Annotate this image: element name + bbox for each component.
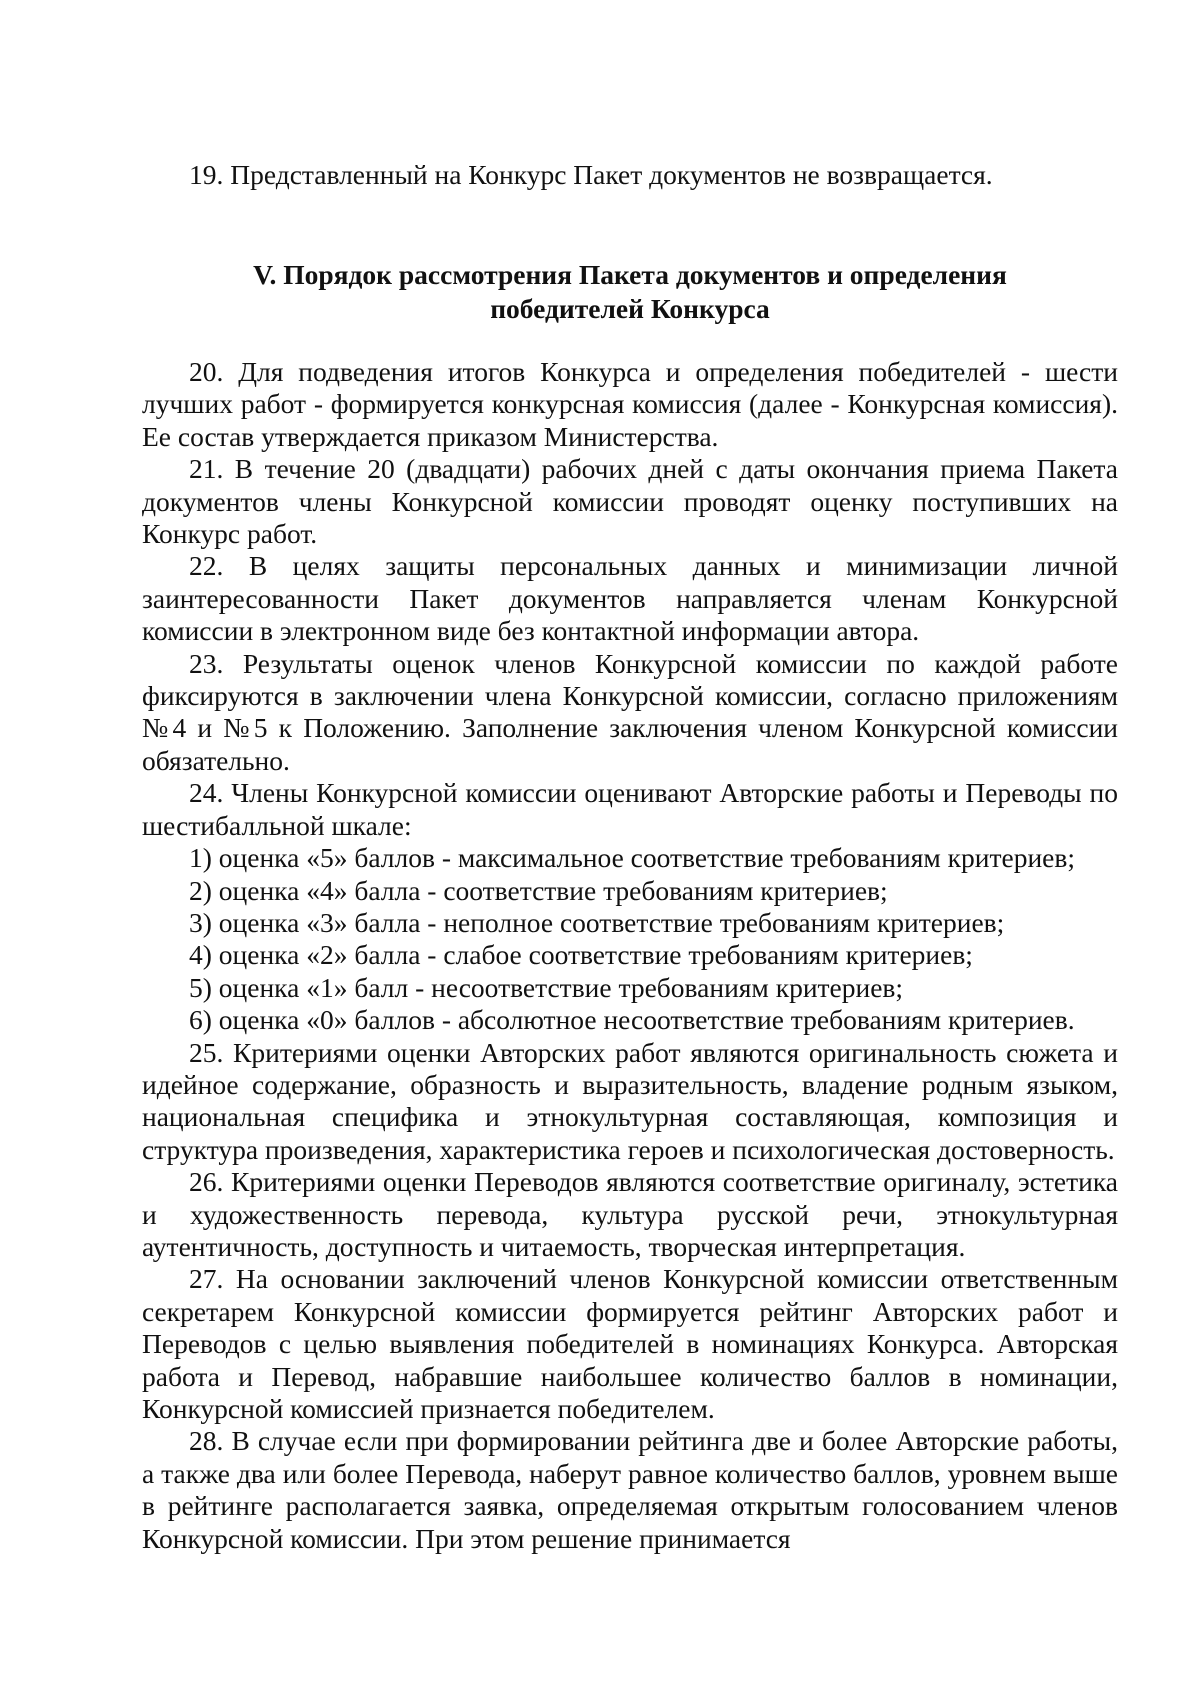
section-body xyxy=(142,356,1118,1555)
paragraph-23: 23. Результаты оценок членов Конкурсной комиссии по каждой работе фиксируются в заключении члена Конкурсной комиссии, согласно приложениям №4 и №5 к Положению. Заполнение заключения членом Конкурсной комиссии обязательно. xyxy=(142,647,1118,776)
paragraph-20: 20. Для подведения итогов Конкурса и определения победителей - шести лучших работ - формируется конкурсная комиссия (далее - Конкурсная комиссия). Ее состав утверждается приказом Министерства. xyxy=(142,356,1118,452)
scale-item-1: 1) оценка «5» баллов - максимальное соответствие требованиям критериев; xyxy=(189,842,1076,874)
section-heading xyxy=(142,258,1118,326)
paragraph-24: 24. Члены Конкурсной комиссии оценивают Авторские работы и Переводы по шестибалльной шкале: xyxy=(142,777,1118,841)
section-heading-line1: V. Порядок рассмотрения Пакета документов и определения xyxy=(253,259,1007,290)
paragraph-21: 21. В течение 20 (двадцати) рабочих дней с даты окончания приема Пакета документов члены Конкурсной комиссии проводят оценку поступивших на Конкурс работ. xyxy=(142,453,1118,550)
paragraph-27: 27. На основании заключений членов Конкурсной комиссии ответственным секретарем Конкурсной комиссии формируется рейтинг Авторских работ и Переводов с целью выявления победителей в номинациях Конкурса. Авторская работа и Перевод, набравшие наибольшее количество баллов в номинации, Конкурсной комиссией признается победителем. xyxy=(142,1263,1118,1424)
scale-item-2: 2) оценка «4» балла - соответствие требованиям критериев; xyxy=(189,874,888,906)
section-heading-line2: победителей Конкурса xyxy=(490,293,770,324)
paragraph-28: 28. В случае если при формировании рейтинга две и более Авторские работы, а также два или более Перевода, наберут равное количество баллов, уровнем выше в рейтинге располагается заявка, определяемая открытым голосованием членов Конкурсной комиссии. При этом решение принимается xyxy=(142,1425,1118,1554)
scale-item-6: 6) оценка «0» баллов - абсолютное несоответствие требованиям критериев. xyxy=(189,1004,1075,1036)
paragraph-19: 19. Представленный на Конкурс Пакет документов не возвращается. xyxy=(189,159,993,190)
paragraph-22: 22. В целях защиты персональных данных и минимизации личной заинтересованности Пакет документов направляется членам Конкурсной комиссии в электронном виде без контактной информации автора. xyxy=(142,550,1118,647)
scale-item-3: 3) оценка «3» балла - неполное соответствие требованиям критериев; xyxy=(189,906,1005,938)
paragraph-26: 26. Критериями оценки Переводов являются соответствие оригиналу, эстетика и художественность перевода, культура русской речи, этнокультурная аутентичность, доступность и читаемость, творческая интерпретация. xyxy=(142,1166,1118,1262)
paragraph-25: 25. Критериями оценки Авторских работ являются оригинальность сюжета и идейное содержание, образность и выразительность, владение родным языком, национальная специфика и этнокультурная составляющая, композиция и структура произведения, характеристика героев и психологическая достоверность. xyxy=(142,1036,1118,1165)
scale-item-5: 5) оценка «1» балл - несоответствие требованиям критериев; xyxy=(189,971,904,1003)
scale-item-4: 4) оценка «2» балла - слабое соответствие требованиям критериев; xyxy=(189,939,973,971)
